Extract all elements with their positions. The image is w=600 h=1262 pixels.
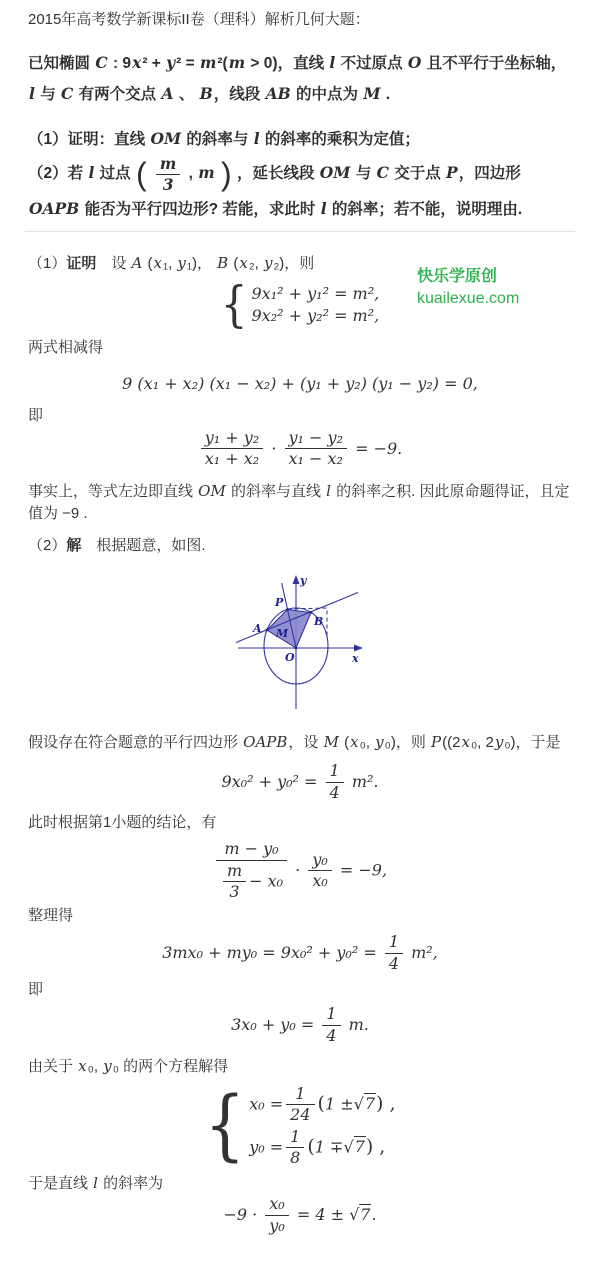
right-paren: ) <box>220 156 232 193</box>
sqrt-radical: √ <box>353 1094 364 1114</box>
fraction-numerator: m <box>156 155 180 175</box>
fraction-numerator: m − y₀ <box>216 840 287 860</box>
solution-x0-line <box>249 1085 395 1125</box>
case-body: 1 ∓ <box>314 1137 344 1157</box>
system-brace: { <box>220 275 248 333</box>
para-conclusion-1: 事实上，等式左边即直线 OM 的斜率与直线 l 的斜率之积. 因此原命题得证，且定值为 −9 . <box>28 482 570 523</box>
right-paren: ) , <box>365 1135 386 1158</box>
system-cases <box>249 1082 395 1171</box>
para-assume: 假设存在符合题意的平行四边形 OAPB，设 M (x₀, y₀)，则 P((2x₀, 2y₀)，于是 <box>28 733 561 752</box>
fraction-numerator: y₀ <box>308 851 331 871</box>
fraction-numerator: 1 <box>322 1005 340 1025</box>
denominator-rest: − x₀ <box>249 871 284 891</box>
dot-operator: · <box>295 860 301 880</box>
fraction-numerator: m <box>223 862 246 882</box>
fraction-complex <box>216 840 287 901</box>
fraction-denominator: 4 <box>388 953 400 973</box>
label-origin: O <box>285 651 295 665</box>
solution1-heading: （1）证明 设 A (x₁, y₁)， B (x₂, y₂)，则 <box>28 253 315 272</box>
point-o-dot <box>295 647 298 650</box>
problem-part2-pre: （2）若 l 过点 <box>28 163 135 183</box>
y-axis-arrow <box>293 575 300 584</box>
fraction-denominator: 4 <box>329 782 340 802</box>
figure-container <box>28 571 572 711</box>
page-title: 2015年高考数学新课标II卷（理科）解析几何大题： <box>28 11 370 28</box>
label-point-p: P <box>275 596 284 610</box>
fraction-m-over-3 <box>155 155 181 194</box>
equation-lhs: 3x₀ + y₀ = <box>231 1015 315 1035</box>
fraction-one-quarter <box>385 933 403 973</box>
label-y-axis: y <box>300 574 307 588</box>
fraction-one-quarter <box>326 762 344 802</box>
equation-combined <box>28 933 572 973</box>
para-ie-2: 即 <box>28 981 44 999</box>
fraction-denominator: 24 <box>290 1105 311 1125</box>
fraction-denominator: 4 <box>326 1025 337 1045</box>
point-p-dot <box>286 609 289 612</box>
equation-rhs: m², <box>411 943 438 963</box>
solution2-heading: （2）解 根据题意，如图. <box>28 537 206 555</box>
equation-mid: = 4 ± <box>296 1205 344 1225</box>
system-brace: { <box>204 1081 246 1171</box>
para-ie-1: 即 <box>28 406 44 424</box>
fraction-numerator: 1 <box>385 933 403 953</box>
dot-operator: · <box>271 438 277 458</box>
point-b-dot <box>310 612 313 615</box>
label-point-b: B <box>314 615 324 629</box>
para-solve: 由关于 x₀, y₀ 的两个方程解得 <box>28 1056 229 1075</box>
case-body: 1 ± <box>324 1094 354 1114</box>
watermark-site: kuailexue.com <box>417 290 520 307</box>
fraction-numerator: y₁ − y₂ <box>285 429 347 449</box>
figure-ellipse-diagram <box>230 571 370 711</box>
fraction-denominator: 8 <box>290 1148 301 1168</box>
left-paren: ( <box>307 1135 315 1158</box>
equation-slope-product <box>28 429 572 469</box>
para-simplify: 整理得 <box>28 907 74 925</box>
system-line-1: 9x₁² + y₁² = m², <box>251 283 380 303</box>
fraction-numerator: y₁ + y₂ <box>201 429 263 449</box>
equation-final-slope <box>28 1195 572 1235</box>
case-lhs: x₀ = <box>249 1094 284 1114</box>
point-second-coordinate: , m <box>188 163 215 183</box>
sqrt-argument: 7 <box>360 1205 371 1225</box>
fraction-numerator: 1 <box>326 762 344 782</box>
system-cases <box>252 283 380 327</box>
fraction-numerator: x₀ <box>265 1195 288 1215</box>
system-line-2: 9x₂² + y₂² = m², <box>251 305 380 325</box>
left-paren: ( <box>317 1092 325 1115</box>
fraction-m-over-3 <box>223 862 246 902</box>
para-slope: 于是直线 l 的斜率为 <box>28 1174 164 1193</box>
x-axis-arrow <box>354 645 363 652</box>
equation-rhs: = −9, <box>339 860 388 880</box>
para-part1-ref: 此时根据第1小题的结论，有 <box>28 814 217 832</box>
para-subtract: 两式相减得 <box>28 338 104 356</box>
problem-part2-post: ，延长线段 OM 与 C 交于点 P，四边形 OAPB 能否为平行四边形? 若能，求此时 l 的斜率；若不能，说明理由. <box>29 163 523 218</box>
section-divider <box>25 231 575 232</box>
sqrt-argument: 7 <box>364 1094 375 1114</box>
fraction-numerator: 1 <box>286 1128 304 1148</box>
fraction-y0-over-x0 <box>308 851 331 891</box>
equation-rhs: = −9. <box>355 438 403 458</box>
equation-lhs: −9 · <box>223 1205 258 1225</box>
equation-end: . <box>371 1205 377 1225</box>
fraction-denominator: x₀ <box>312 871 328 891</box>
fraction-x0-over-y0 <box>265 1195 288 1235</box>
fraction-denominator: y₀ <box>269 1215 285 1235</box>
watermark <box>417 266 519 310</box>
equation-slope-relation <box>28 840 572 901</box>
case-lhs: y₀ = <box>249 1137 284 1157</box>
fraction-1-8 <box>286 1128 304 1168</box>
document-page <box>0 10 600 1235</box>
equation-point-p <box>28 762 572 802</box>
solution-y0-line <box>249 1128 395 1168</box>
label-x-axis: x <box>352 652 359 666</box>
fraction-numerator: 1 <box>286 1085 314 1105</box>
fraction-denominator: x₁ + x₂ <box>204 449 260 469</box>
sqrt-argument: 7 <box>354 1137 365 1157</box>
right-paren: ) , <box>376 1092 396 1115</box>
sqrt-radical: √ <box>349 1205 360 1225</box>
fraction-denominator: 3 <box>229 881 240 901</box>
point-a-dot <box>266 629 269 632</box>
label-point-a: A <box>253 622 262 636</box>
equation-lhs: 9x₀² + y₀² = <box>221 772 318 792</box>
equation-system-solutions <box>28 1082 572 1171</box>
equation-linear <box>28 1005 572 1045</box>
equation-expanded: 9 (x₁ + x₂) (x₁ − x₂) + (y₁ + y₂) (y₁ − y₂) = 0, <box>122 373 478 393</box>
fraction-2 <box>285 429 347 469</box>
fraction-denominator <box>216 861 287 902</box>
problem-statement: 已知椭圆 C : 9x² + y² = m²(m > 0)，直线 l 不过原点 O 且不平行于坐标轴，l 与 C 有两个交点 A 、 B，线段 AB 的中点为 M . <box>28 53 567 103</box>
equation-lhs: 3mx₀ + my₀ = 9x₀² + y₀² = <box>162 943 377 963</box>
problem-part1: （1）证明：直线 OM 的斜率与 l 的斜率的乘积为定值； <box>28 129 420 148</box>
equation-rhs: m². <box>351 772 379 792</box>
fraction-1 <box>201 429 263 469</box>
problem-part2 <box>28 155 572 225</box>
fraction-denominator: x₁ − x₂ <box>288 449 343 469</box>
watermark-brand: 快乐学原创 <box>417 268 498 285</box>
sqrt-radical: √ <box>343 1137 354 1157</box>
left-paren: ( <box>135 156 147 193</box>
equation-rhs: m. <box>348 1015 369 1035</box>
fraction-1-24 <box>286 1085 314 1125</box>
fraction-denominator: 3 <box>162 174 174 194</box>
fraction-one-quarter <box>322 1005 340 1045</box>
label-point-m: M <box>276 627 289 641</box>
